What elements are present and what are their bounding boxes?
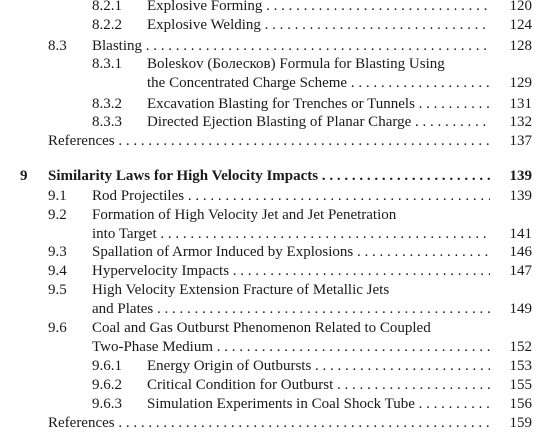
toc-entry-title	[92, 186, 490, 206]
toc-entry-title-text: into Target	[92, 226, 157, 242]
toc-entry[interactable]	[0, 394, 548, 414]
toc-entry-title-text: High Velocity Extension Fracture of Metallic Jets	[92, 282, 390, 298]
toc-entry-title	[147, 394, 490, 414]
toc-entry-number: 8.2.2	[92, 17, 122, 33]
toc-entry-page-number: 120	[496, 0, 532, 16]
toc-entry-page-number: 156	[496, 394, 532, 414]
toc-entry-title-text: Coal and Gas Outburst Phenomenon Related to Coupled	[92, 320, 431, 336]
toc-entry-title-text: Energy Origin of Outbursts	[147, 358, 312, 374]
toc-entry-title	[92, 261, 490, 281]
toc-entry-title	[147, 112, 490, 132]
toc-entry-title	[147, 0, 490, 16]
toc-entry-title	[92, 224, 490, 244]
toc-entry[interactable]	[0, 375, 548, 395]
toc-entry-page-number: 155	[496, 375, 532, 395]
toc-entry-title	[147, 356, 490, 376]
toc-entry-page-number: 153	[496, 356, 532, 376]
toc-entry-page-number: 141	[496, 224, 532, 244]
toc-entry[interactable]	[0, 36, 548, 56]
toc-entry[interactable]	[0, 318, 548, 338]
toc-entry[interactable]	[0, 299, 548, 319]
toc-entry-page-number: 124	[496, 15, 532, 35]
toc-entry-title-text: References	[48, 415, 115, 431]
toc-entry[interactable]	[0, 73, 548, 93]
toc-references-entry[interactable]	[0, 131, 548, 151]
toc-entry-page-number: 139	[496, 166, 532, 186]
toc-entry-title-text: Similarity Laws for High Velocity Impacts	[48, 168, 319, 184]
toc-entry-number: 9.6.2	[92, 377, 122, 393]
toc-entry-page-number: 128	[496, 36, 532, 56]
toc-entry-title-text: Explosive Forming	[147, 0, 263, 14]
toc-entry-number: 8.2.1	[92, 0, 122, 14]
toc-entry[interactable]	[0, 94, 548, 114]
toc-entry[interactable]	[0, 186, 548, 206]
toc-entry-page-number: 131	[496, 94, 532, 114]
toc-entry-number: 9.5	[48, 282, 67, 298]
toc-entry-number: 8.3	[48, 38, 67, 54]
toc-entry-number: 9.6.3	[92, 396, 122, 412]
toc-entry[interactable]	[0, 54, 548, 74]
toc-entry-title-text: and Plates	[92, 301, 154, 317]
toc-entry-title-text: the Concentrated Charge Scheme	[147, 75, 348, 91]
toc-entry-title	[92, 337, 490, 357]
toc-entry-title-text: Two-Phase Medium	[92, 339, 214, 355]
toc-entry-page-number: 132	[496, 112, 532, 132]
toc-entry-title-text: Boleskov (Болесков) Formula for Blasting Using	[147, 56, 445, 72]
toc-entry-title	[147, 94, 490, 114]
toc-entry-title-text: References	[48, 133, 115, 149]
toc-entry-number: 9.6.1	[92, 358, 122, 374]
toc-entry-number: 9.1	[48, 188, 67, 204]
toc-entry-page-number: 149	[496, 299, 532, 319]
toc-entry-number: 8.3.2	[92, 96, 122, 112]
toc-entry-number: 9.2	[48, 207, 67, 223]
toc-entry-page-number: 137	[496, 131, 532, 151]
toc-entry[interactable]	[0, 242, 548, 262]
toc-entry-page-number: 129	[496, 73, 532, 93]
toc-entry-number: 8.3.3	[92, 114, 122, 130]
toc-entry-page-number: 146	[496, 242, 532, 262]
toc-entry-number: 9.3	[48, 244, 67, 260]
toc-entry-title-text: Spallation of Armor Induced by Explosions	[92, 244, 354, 260]
toc-entry-page-number: 147	[496, 261, 532, 281]
toc-entry[interactable]	[0, 205, 548, 225]
toc-entry[interactable]	[0, 112, 548, 132]
toc-entry-page-number: 139	[496, 186, 532, 206]
toc-entry[interactable]	[0, 280, 548, 300]
toc-entry-title-text: Rod Projectiles	[92, 188, 185, 204]
toc-entry-title-text: Explosive Welding	[147, 17, 261, 33]
toc-entry-title-text: Excavation Blasting for Trenches or Tunnels	[147, 96, 415, 112]
toc-entry-title	[92, 36, 490, 56]
toc-entry-title	[147, 375, 490, 395]
toc-entry[interactable]	[0, 356, 548, 376]
toc-entry-title	[147, 15, 490, 35]
toc-entry-title	[92, 318, 496, 338]
toc-entry-number: 9	[20, 168, 28, 184]
toc-entry-number: 8.3.1	[92, 56, 122, 72]
toc-entry-title	[147, 54, 496, 74]
toc-references-entry[interactable]	[0, 413, 548, 433]
toc-entry-title	[92, 205, 496, 225]
toc-entry-title-text: Formation of High Velocity Jet and Jet Penetration	[92, 207, 397, 223]
toc-entry-title-text: Hypervelocity Impacts	[92, 263, 230, 279]
toc-chapter-entry[interactable]	[0, 166, 548, 186]
toc-entry-title	[92, 280, 496, 300]
toc-entry[interactable]	[0, 261, 548, 281]
toc-entry-page-number: 152	[496, 337, 532, 357]
toc-entry-page-number: 159	[496, 413, 532, 433]
toc-entry-title-text: Critical Condition for Outburst	[147, 377, 334, 393]
toc-entry-title	[48, 166, 490, 186]
toc-entry-title	[92, 242, 490, 262]
toc-entry-number: 9.4	[48, 263, 67, 279]
toc-entry-title-text: Simulation Experiments in Coal Shock Tube	[147, 396, 415, 412]
toc-entry-title	[92, 299, 490, 319]
toc-entry[interactable]	[0, 15, 548, 35]
toc-entry-title-text: Directed Ejection Blasting of Planar Charge	[147, 114, 412, 130]
toc-entry-title	[147, 73, 490, 93]
toc-entry-title-text: Blasting	[92, 38, 143, 54]
toc-entry[interactable]	[0, 337, 548, 357]
toc-entry[interactable]	[0, 224, 548, 244]
toc-entry-title	[48, 131, 490, 151]
toc-entry-number: 9.6	[48, 320, 67, 336]
toc-entry[interactable]	[0, 0, 548, 16]
toc-entry-title	[48, 413, 490, 433]
